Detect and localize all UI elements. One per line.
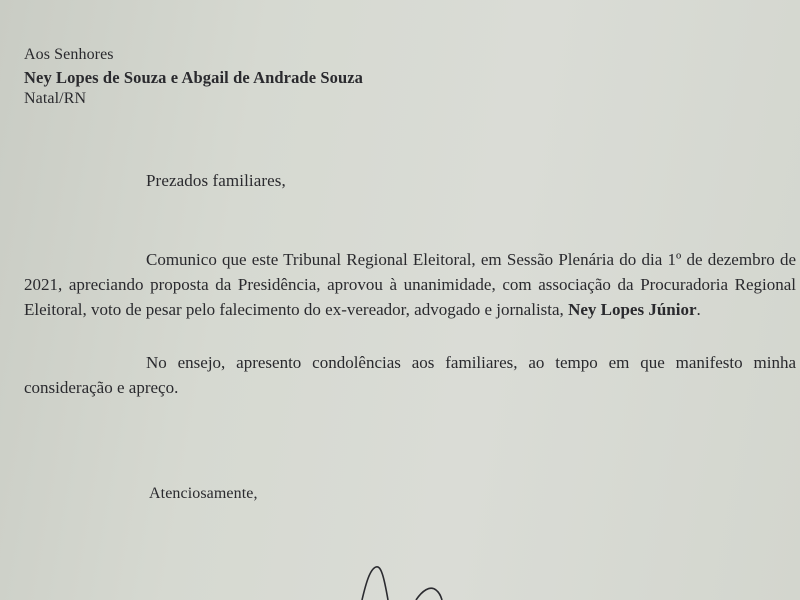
body-paragraph-1-end: .	[696, 300, 701, 319]
recipient-city: Natal/RN	[24, 90, 87, 107]
body-paragraph-1	[24, 247, 796, 322]
deceased-name: Ney Lopes Júnior	[568, 300, 697, 319]
greeting: Prezados familiares,	[146, 171, 286, 190]
recipient-names: Ney Lopes de Souza e Abgail de Andrade Souza	[24, 68, 364, 87]
closing: Atenciosamente,	[149, 485, 258, 502]
recipient-salutation: Aos Senhores	[24, 46, 114, 63]
body-paragraph-1-text: Comunico que este Tribunal Regional Eleitoral, em Sessão Plenária do dia 1º de dezembro de 2021, apreciando proposta da Presidência, aprovou à unanimidade, com associação da Procuradoria Regional Eleitoral, voto de pesar pelo falecimento do ex-vereador, advogado e jornalista,	[24, 250, 796, 319]
body-paragraph-2: No ensejo, apresento condolências aos familiares, ao tempo em que manifesto minha consideração e apreço.	[24, 353, 796, 397]
signature-mark	[350, 555, 460, 600]
